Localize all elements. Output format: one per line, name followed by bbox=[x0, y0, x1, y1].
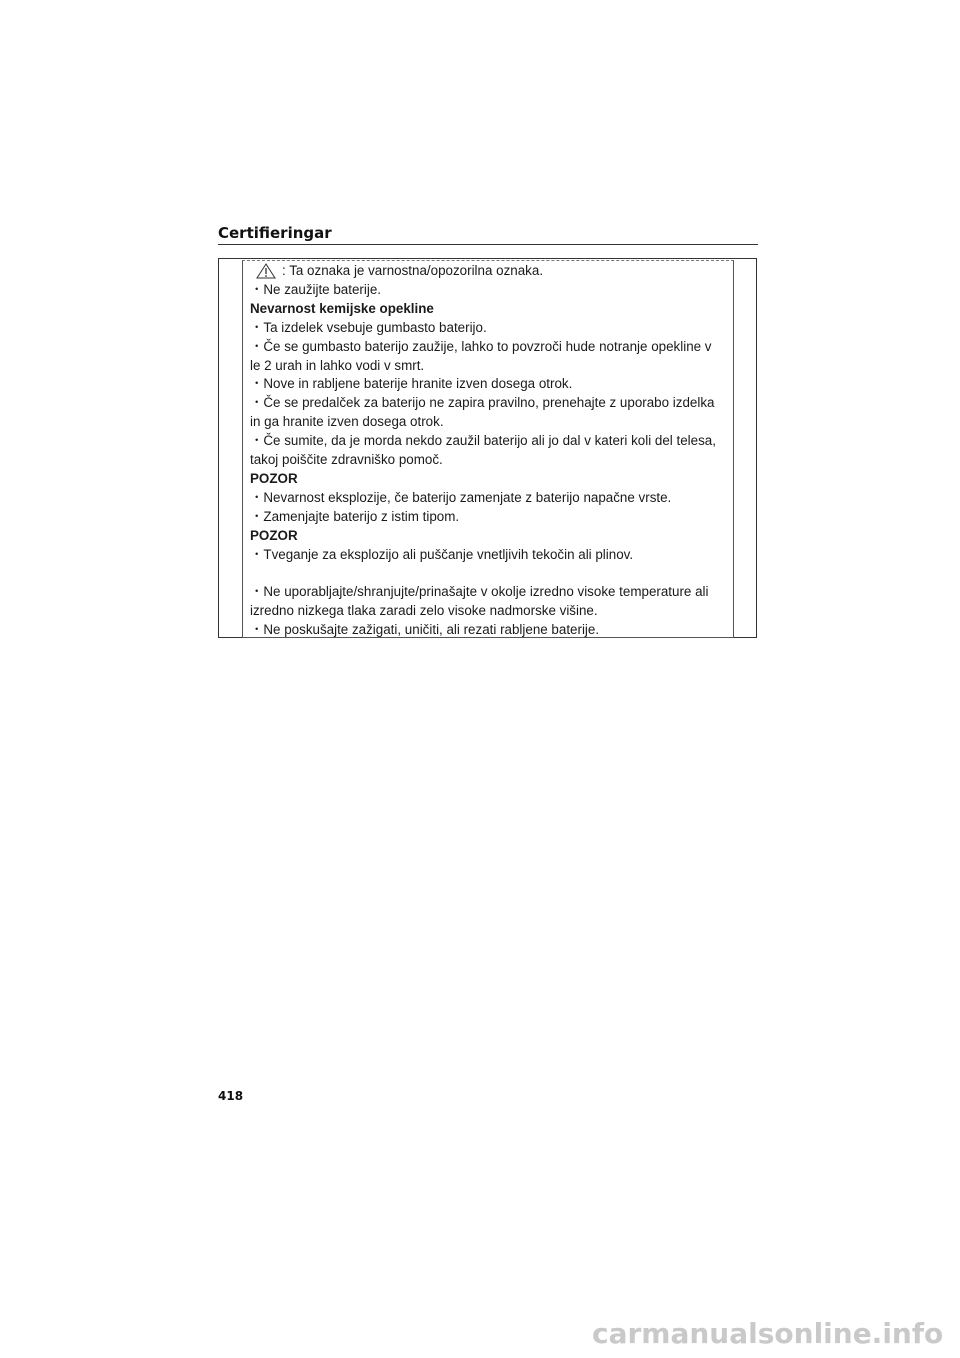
notice-line: izredno nizkega tlaka zaradi zelo visoke nadmorske višine. bbox=[250, 603, 598, 619]
title-divider bbox=[218, 244, 758, 245]
notice-line: ・Nove in rabljene baterije hranite izven dosega otrok. bbox=[250, 376, 573, 392]
warning-triangle-icon bbox=[256, 263, 276, 279]
warning-label-line bbox=[250, 262, 730, 281]
notice-heading: POZOR bbox=[250, 527, 298, 543]
notice-line bbox=[250, 565, 730, 584]
notice-line: ・Ne uporabljajte/shranjujte/prinašajte v okolje izredno visoke temperature ali bbox=[250, 584, 709, 600]
warning-label-text: : Ta oznaka je varnostna/opozorilna oznaka. bbox=[282, 263, 544, 278]
battery-safety-notice bbox=[250, 262, 730, 640]
notice-line: ・Nevarnost eksplozije, če baterijo zamenjate z baterijo napačne vrste. bbox=[250, 489, 672, 505]
notice-line: ・Ne poskušajte zažigati, uničiti, ali rezati rabljene baterije. bbox=[250, 622, 600, 638]
notice-line: ・Če sumite, da je morda nekdo zaužil baterijo ali jo dal v kateri koli del telesa, bbox=[250, 433, 716, 449]
notice-line: ・Če se predalček za baterijo ne zapira pravilno, prenehajte z uporabo izdelka bbox=[250, 395, 715, 411]
notice-heading: POZOR bbox=[250, 470, 298, 486]
notice-line: ・Zamenjajte baterijo z istim tipom. bbox=[250, 508, 460, 524]
notice-lines bbox=[250, 281, 730, 640]
page-number: 418 bbox=[218, 1089, 244, 1103]
notice-heading: Nevarnost kemijske opekline bbox=[250, 300, 434, 316]
notice-line: in ga hranite izven dosega otrok. bbox=[250, 414, 444, 430]
notice-line: ・Ta izdelek vsebuje gumbasto baterijo. bbox=[250, 319, 487, 335]
notice-line: takoj poiščite zdravniško pomoč. bbox=[250, 452, 443, 468]
notice-line: ・Če se gumbasto baterijo zaužije, lahko to povzroči hude notranje opekline v bbox=[250, 338, 712, 354]
notice-line: ・Tveganje za eksplozijo ali puščanje vnetljivih tekočin ali plinov. bbox=[250, 546, 634, 562]
notice-line: ・Ne zaužijte baterije. bbox=[250, 281, 381, 297]
watermark: carmanualsonline.info bbox=[592, 1317, 944, 1350]
section-title: Certifieringar bbox=[218, 224, 332, 242]
notice-line: le 2 urah in lahko vodi v smrt. bbox=[250, 357, 425, 373]
